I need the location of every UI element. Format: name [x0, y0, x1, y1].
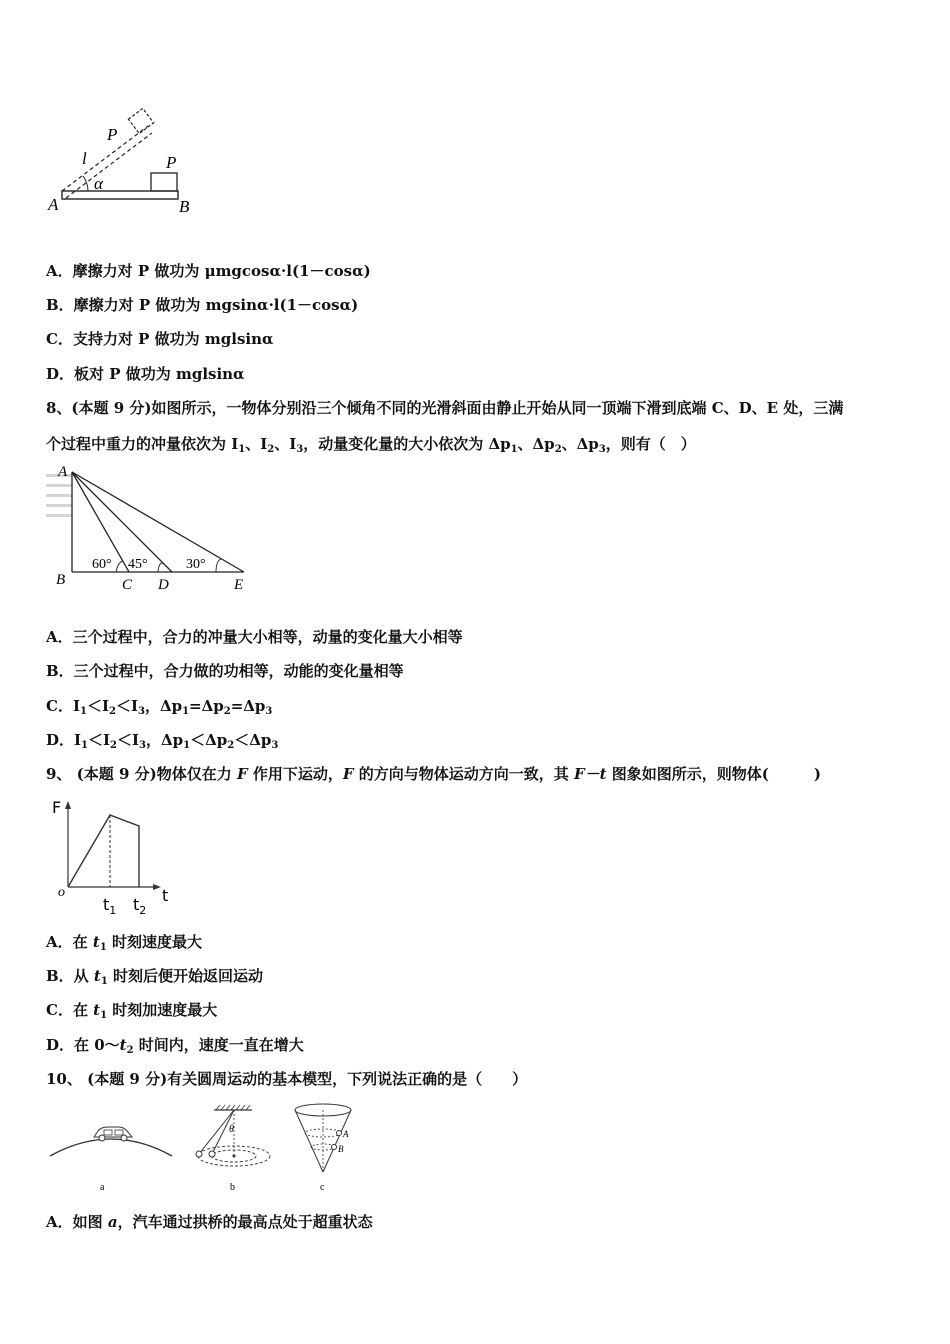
- q8d-text: ＜Δp: [190, 731, 228, 749]
- q8d-text: ＜I: [88, 731, 111, 749]
- t2-sub: 2: [139, 904, 147, 917]
- caption-a: a: [100, 1182, 105, 1193]
- q10a-it: a: [107, 1213, 118, 1231]
- q8d-sub: 1: [183, 740, 191, 751]
- q9-ft: F－t: [573, 765, 607, 783]
- arch-bridge-with-car: [50, 1127, 172, 1193]
- q9a-t: t: [92, 933, 100, 951]
- q8-text: 、I: [245, 435, 268, 453]
- caption-b: b: [230, 1182, 235, 1193]
- q8-text: 、Δp: [517, 435, 555, 453]
- q9a-text: A．在: [46, 933, 93, 951]
- conical-pendulum: [196, 1105, 270, 1193]
- q8-sub: 1: [510, 444, 518, 455]
- q8c-text: ，Δp: [144, 697, 183, 715]
- t1-sub: 1: [109, 904, 117, 917]
- label-e: E: [234, 577, 244, 593]
- q7-option-c[interactable]: C．支持力对 P 做功为 mglsinα: [46, 330, 274, 348]
- block-p: [151, 173, 177, 191]
- t1-letter: t: [103, 895, 110, 914]
- three-inclines-figure: [44, 462, 259, 594]
- q9b-t: t: [93, 967, 101, 985]
- board: [62, 191, 178, 199]
- q10-option-a[interactable]: [46, 1212, 373, 1232]
- q9-stem: [46, 764, 821, 784]
- arc-45: [158, 563, 163, 572]
- q8-sub: 1: [238, 444, 246, 455]
- label-a: A: [58, 464, 68, 480]
- q8-option-a[interactable]: A．三个过程中，合力的冲量大小相等，动量的变化量大小相等: [46, 628, 463, 646]
- caption-c: c: [320, 1182, 325, 1193]
- label-c: C: [122, 577, 133, 593]
- q9-option-c[interactable]: [46, 1000, 217, 1026]
- label-t2: [133, 895, 146, 917]
- q7-option-d[interactable]: D．板对 P 做功为 mglsinα: [46, 365, 245, 383]
- label-alpha: α: [94, 174, 103, 193]
- label-f: F: [52, 798, 62, 817]
- label-b: B: [179, 197, 190, 216]
- q8-stem-line2: [46, 434, 696, 460]
- q8c-sub: 2: [108, 706, 116, 717]
- q9-text: 图象如图所示，则物体( ): [606, 765, 821, 783]
- q10a-text: ，汽车通过拱桥的最高点处于超重状态: [117, 1213, 373, 1231]
- q8d-sub: 3: [271, 740, 279, 751]
- q10-stem: 10、 (本题 9 分)有关圆周运动的基本模型，下列说法正确的是（ ）: [46, 1070, 528, 1088]
- q8d-sub: 3: [139, 740, 146, 751]
- q8d-text: ＜I: [117, 731, 140, 749]
- q9-f: F: [236, 765, 248, 783]
- f-axis-arrow: [65, 801, 71, 809]
- q7-option-a[interactable]: A．摩擦力对 P 做功为 μmgcosα·l(1－cosα): [46, 262, 371, 280]
- q8c-sub: 3: [137, 706, 145, 717]
- circular-motion-figure: [46, 1100, 366, 1196]
- label-theta: θ: [229, 1124, 234, 1135]
- label-p-top: P: [107, 125, 118, 144]
- label-p: P: [166, 153, 177, 172]
- q8c-text: =Δp: [189, 697, 224, 715]
- force-curve: [68, 815, 139, 887]
- q8-sub: 3: [598, 444, 606, 455]
- q9-option-a[interactable]: [46, 932, 202, 958]
- label-t1: [103, 895, 116, 917]
- q8-sub: 2: [554, 444, 562, 455]
- label-b: B: [56, 572, 66, 588]
- q8-text: 、I: [274, 435, 297, 453]
- q8d-text: ＜Δp: [234, 731, 272, 749]
- q10a-text: A．如图: [46, 1213, 108, 1231]
- q9a-text: 时刻速度最大: [106, 933, 203, 951]
- q8-option-d[interactable]: [46, 730, 278, 756]
- q8-sub: 3: [296, 444, 304, 455]
- q9c-t: t: [93, 1001, 101, 1019]
- q8d-sub: 2: [227, 740, 235, 751]
- label-a: A: [48, 195, 59, 214]
- q8-option-c[interactable]: [46, 696, 272, 722]
- q8c-sub: 3: [265, 706, 273, 717]
- q8-sub: 2: [267, 444, 275, 455]
- q9-text: 作用下运动，: [247, 765, 343, 783]
- q8c-sub: 2: [223, 706, 231, 717]
- q9c-sub: 1: [100, 1010, 108, 1021]
- label-o: o: [58, 885, 65, 900]
- q8d-sub: 2: [110, 740, 117, 751]
- angle-60-label: 60°: [92, 557, 112, 572]
- q8-option-b[interactable]: B．三个过程中，合力做的功相等，动能的变化量相等: [46, 662, 404, 680]
- label-l: l: [82, 149, 87, 168]
- q9-option-b[interactable]: [46, 966, 263, 992]
- q9-text: 9、 (本题 9 分)物体仅在力: [46, 765, 237, 783]
- arc-60: [116, 561, 123, 572]
- q8d-sub: 1: [81, 740, 88, 751]
- q9b-text: B．从: [46, 967, 94, 985]
- q9-option-d[interactable]: [46, 1035, 304, 1061]
- q9d-t: t: [119, 1036, 127, 1054]
- q8d-text: D．I: [46, 731, 82, 749]
- q8-stem-line1: 8、(本题 9 分)如图所示，一物体分别沿三个倾角不同的光滑斜面由静止开始从同一顶端下滑到底端 C、D、E 处，三满: [46, 399, 844, 417]
- angle-45-label: 45°: [128, 557, 148, 572]
- q8c-text: =Δp: [230, 697, 266, 715]
- q9b-sub: 1: [100, 976, 108, 987]
- q8-text: 个过程中重力的冲量依次为 I: [46, 435, 239, 453]
- q8-text: ，动量变化量的大小依次为 Δp: [303, 435, 511, 453]
- q9c-text: C．在: [46, 1001, 94, 1019]
- q9d-sub: 2: [126, 1045, 134, 1056]
- label-d: D: [158, 577, 169, 593]
- angle-30-label: 30°: [186, 557, 206, 572]
- q8-text: 、Δp: [561, 435, 599, 453]
- label-cone-b: B: [338, 1144, 344, 1154]
- q8c-text: ＜I: [86, 697, 109, 715]
- inverted-cone: [295, 1104, 351, 1193]
- q9c-text: 时刻加速度最大: [107, 1001, 218, 1019]
- force-time-graph: [46, 795, 186, 920]
- q9-f: F: [342, 765, 354, 783]
- faded-watermark-marks: [46, 474, 72, 517]
- q9d-text: 时间内，速度一直在增大: [133, 1036, 304, 1054]
- q9a-sub: 1: [99, 942, 107, 953]
- tilted-board-dashed: [62, 108, 154, 198]
- q7-option-b[interactable]: B．摩擦力对 P 做功为 mgsinα·l(1－cosα): [46, 296, 359, 314]
- t2-letter: t: [133, 895, 140, 914]
- q8c-sub: 1: [79, 706, 87, 717]
- q9b-text: 时刻后便开始返回运动: [107, 967, 264, 985]
- q8c-text: ＜I: [115, 697, 138, 715]
- incline-board-figure: [44, 108, 204, 218]
- label-cone-a: A: [343, 1129, 349, 1139]
- q8c-text: C．I: [46, 697, 80, 715]
- label-t: t: [162, 886, 169, 905]
- q8d-text: ，Δp: [146, 731, 184, 749]
- t-axis-arrow: [153, 884, 161, 890]
- arc-30: [216, 559, 221, 572]
- q8-text: ，则有（ ）: [605, 435, 696, 453]
- q8c-sub: 1: [182, 706, 190, 717]
- q9-text: 的方向与物体运动方向一致，其: [353, 765, 574, 783]
- q9d-text: D．在 0～: [46, 1036, 120, 1054]
